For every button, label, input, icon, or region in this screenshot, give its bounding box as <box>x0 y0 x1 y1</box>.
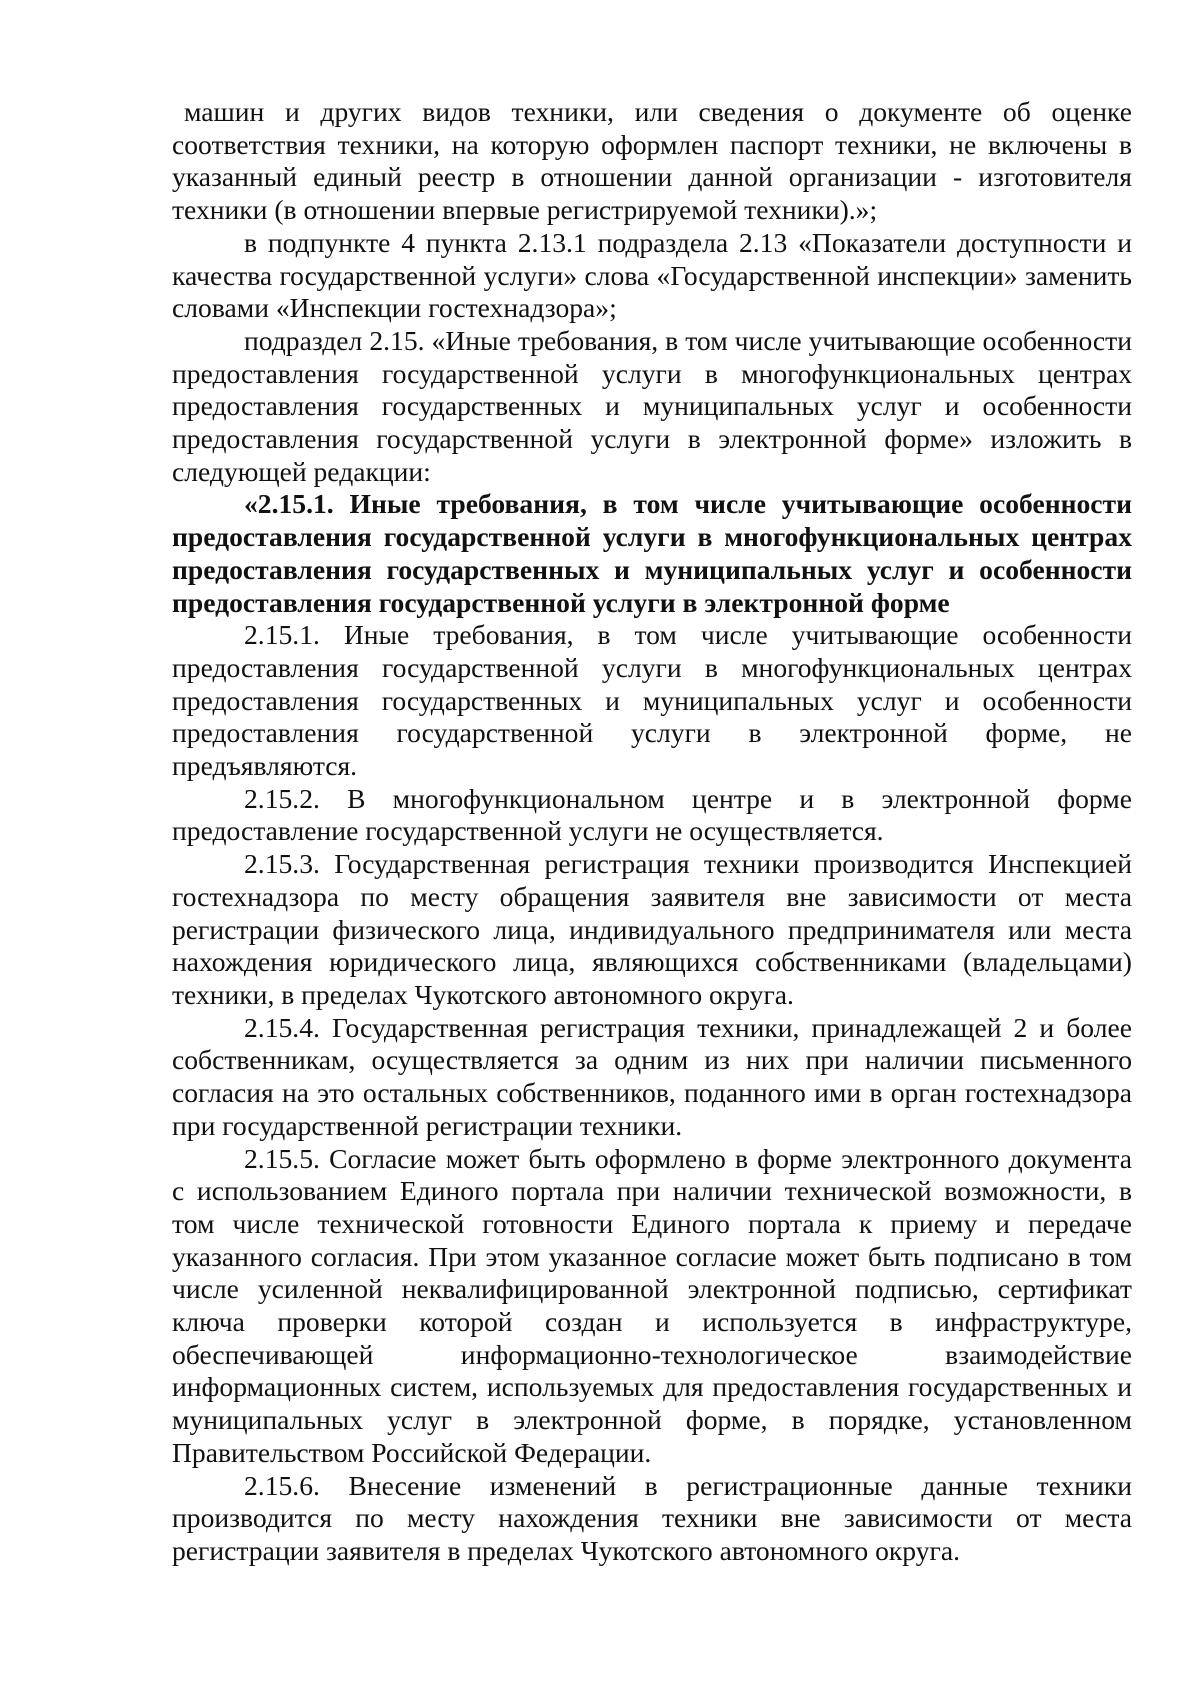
paragraph-2-15-2: 2.15.2. В многофункциональном центре и в электронной форме предоставление государственной услуги не осуществляется. <box>172 782 1132 847</box>
paragraph-2-15-1: 2.15.1. Иные требования, в том числе учитывающие особенности предоставления государственной услуги в многофункциональных центрах предоставления государственных и муниципальных услуг и особенности предоставления государственной услуги в электронной форме, не предъявляются. <box>172 619 1132 782</box>
paragraph-subclause-2-13: в подпункте 4 пункта 2.13.1 подраздела 2.13 «Показатели доступности и качества государственной услуги» слова «Государственной инспекции» заменить словами «Инспекции гостехнадзора»; <box>172 226 1132 324</box>
paragraph-2-15-4: 2.15.4. Государственная регистрация техники, принадлежащей 2 и более собственникам, осуществляется за одним из них при наличии письменного согласия на это остальных собственников, поданного ими в орган гостехнадзора при государственной регистрации техники. <box>172 1011 1132 1141</box>
section-heading-2-15-1: «2.15.1. Иные требования, в том числе учитывающие особенности предоставления государственной услуги в многофункциональных центрах предоставления государственных и муниципальных услуг и особенности предоставления государственной услуги в электронной форме <box>172 488 1132 618</box>
paragraph-subsection-2-15-intro: подраздел 2.15. «Иные требования, в том числе учитывающие особенности предоставления государственной услуги в многофункциональных центрах предоставления государственных и муниципальных услуг и особенности предоставления государственной услуги в электронной форме» изложить в следующей редакции: <box>172 324 1132 487</box>
paragraph-2-15-3: 2.15.3. Государственная регистрация техники производится Инспекцией гостехнадзора по месту обращения заявителя вне зависимости от места регистрации физического лица, индивидуального предпринимателя или места нахождения юридического лица, являющихся собственниками (владельцами) техники, в пределах Чукотского автономного округа. <box>172 848 1132 1010</box>
paragraph-2-15-5: 2.15.5. Согласие может быть оформлено в форме электронного документа с использованием Единого портала при наличии технической возможности, в том числе технической готовности Единого портала к приему и передаче указанного согласия. При этом указанное согласие может быть подписано в том числе усиленной неквалифицированной электронной подписью, сертификат ключа проверки которой создан и используется в инфраструктуре, обеспечивающей информационно-технологическое взаимодействие информационных систем, используемых для предоставления государственных и муниципальных услуг в электронной форме, в порядке, установленном Правительством Российской Федерации. <box>172 1142 1132 1468</box>
paragraph-2-15-6: 2.15.6. Внесение изменений в регистрационные данные техники производится по месту нахождения техники вне зависимости от места регистрации заявителя в пределах Чукотского автономного округа. <box>172 1469 1132 1566</box>
paragraph-continuation: машин и других видов техники, или сведения о документе об оценке соответствия техники, на которую оформлен паспорт техники, не включены в указанный единый реестр в отношении данной организации - изготовителя техники (в отношении впервые регистрируемой техники).»; <box>172 96 1132 226</box>
document-page <box>172 96 1132 1568</box>
